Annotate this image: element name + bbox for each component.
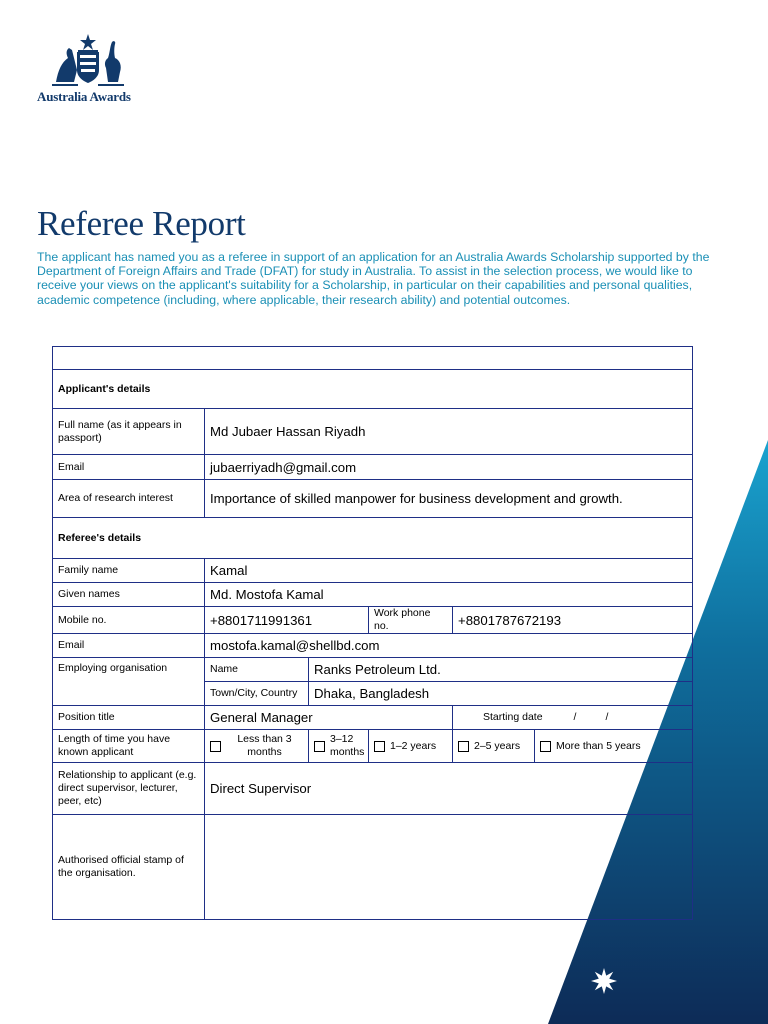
intro-paragraph: The applicant has named you as a referee in support of an application for an Australia Awards Scholarship supported by the Department of Foreign Affairs and Trade (DFAT) for study in Australia. To assist in the selection process, we would like to receive your views on the applicant's suitability for a Scholarship, in particular on their capabilities and personal qualities, academic competence (including, where applicable, their research ability) and potential outcomes. [37,250,710,307]
coat-of-arms-icon [48,32,128,87]
length-option-cell[interactable] [309,730,369,763]
length-option-label: 2–5 years [474,739,521,752]
given-names-field[interactable]: Md. Mostofa Kamal [205,583,693,607]
given-names-label: Given names [53,583,205,607]
org-city-label: Town/City, Country [205,682,309,706]
section-heading: 1. Personal details [53,347,693,370]
position-field[interactable]: General Manager [205,706,453,730]
applicant-email-label: Email [53,455,205,480]
full-name-label: Full name (as it appears in passport) [53,409,205,455]
family-name-field[interactable]: Kamal [205,559,693,583]
brand-name: Australia Awards [37,89,131,104]
work-phone-field[interactable]: +8801787672193 [453,607,693,634]
referee-email-field[interactable]: mostofa.kamal@shellbd.com [205,634,693,658]
starting-date-label: Starting date [483,711,543,723]
length-option-label: 3–12 months [330,733,365,758]
position-label: Position title [53,706,205,730]
full-name-field[interactable]: Md Jubaer Hassan Riyadh [205,409,693,455]
relationship-field[interactable]: Direct Supervisor [205,763,693,815]
checkbox-more-than-5-years[interactable] [540,741,551,752]
checkbox-2-5-years[interactable] [458,741,469,752]
checkbox-less-than-3-months[interactable] [210,741,221,752]
section-header [53,347,693,370]
personal-details-table [52,346,693,920]
mobile-field[interactable]: +8801711991361 [205,607,369,634]
length-option-label: 1–2 years [390,739,437,752]
org-label: Employing organisation [53,658,205,706]
org-name-field[interactable]: Ranks Petroleum Ltd. [309,658,693,682]
referee-email-label: Email [53,634,205,658]
applicant-email-field[interactable]: jubaerriyadh@gmail.com [205,455,693,480]
mobile-label: Mobile no. [53,607,205,634]
length-option-cell[interactable] [205,730,309,763]
referee-heading: Referee's details [53,518,693,559]
org-city-field[interactable]: Dhaka, Bangladesh [309,682,693,706]
length-option-cell[interactable] [369,730,453,763]
applicant-heading: Applicant's details [53,370,693,409]
org-name-label: Name [205,658,309,682]
starting-date-cell[interactable] [453,706,693,730]
family-name-label: Family name [53,559,205,583]
length-label: Length of time you have known applicant [53,730,205,763]
length-option-cell[interactable] [535,730,693,763]
research-field[interactable]: Importance of skilled manpower for business development and growth. [205,480,693,518]
page-title: Referee Report [37,204,246,243]
length-option-cell[interactable] [453,730,535,763]
starting-date-field[interactable]: / / [573,711,609,723]
stamp-label: Authorised official stamp of the organisation. [53,815,205,920]
star-icon [591,968,617,994]
work-phone-label: Work phone no. [369,607,453,634]
checkbox-3-12-months[interactable] [314,741,325,752]
research-label: Area of research interest [53,480,205,518]
checkbox-1-2-years[interactable] [374,741,385,752]
length-option-label: More than 5 years [556,739,641,752]
relationship-label: Relationship to applicant (e.g. direct supervisor, lecturer, peer, etc) [53,763,205,815]
stamp-area[interactable] [205,815,693,920]
length-option-label: Less than 3 months [237,733,292,758]
